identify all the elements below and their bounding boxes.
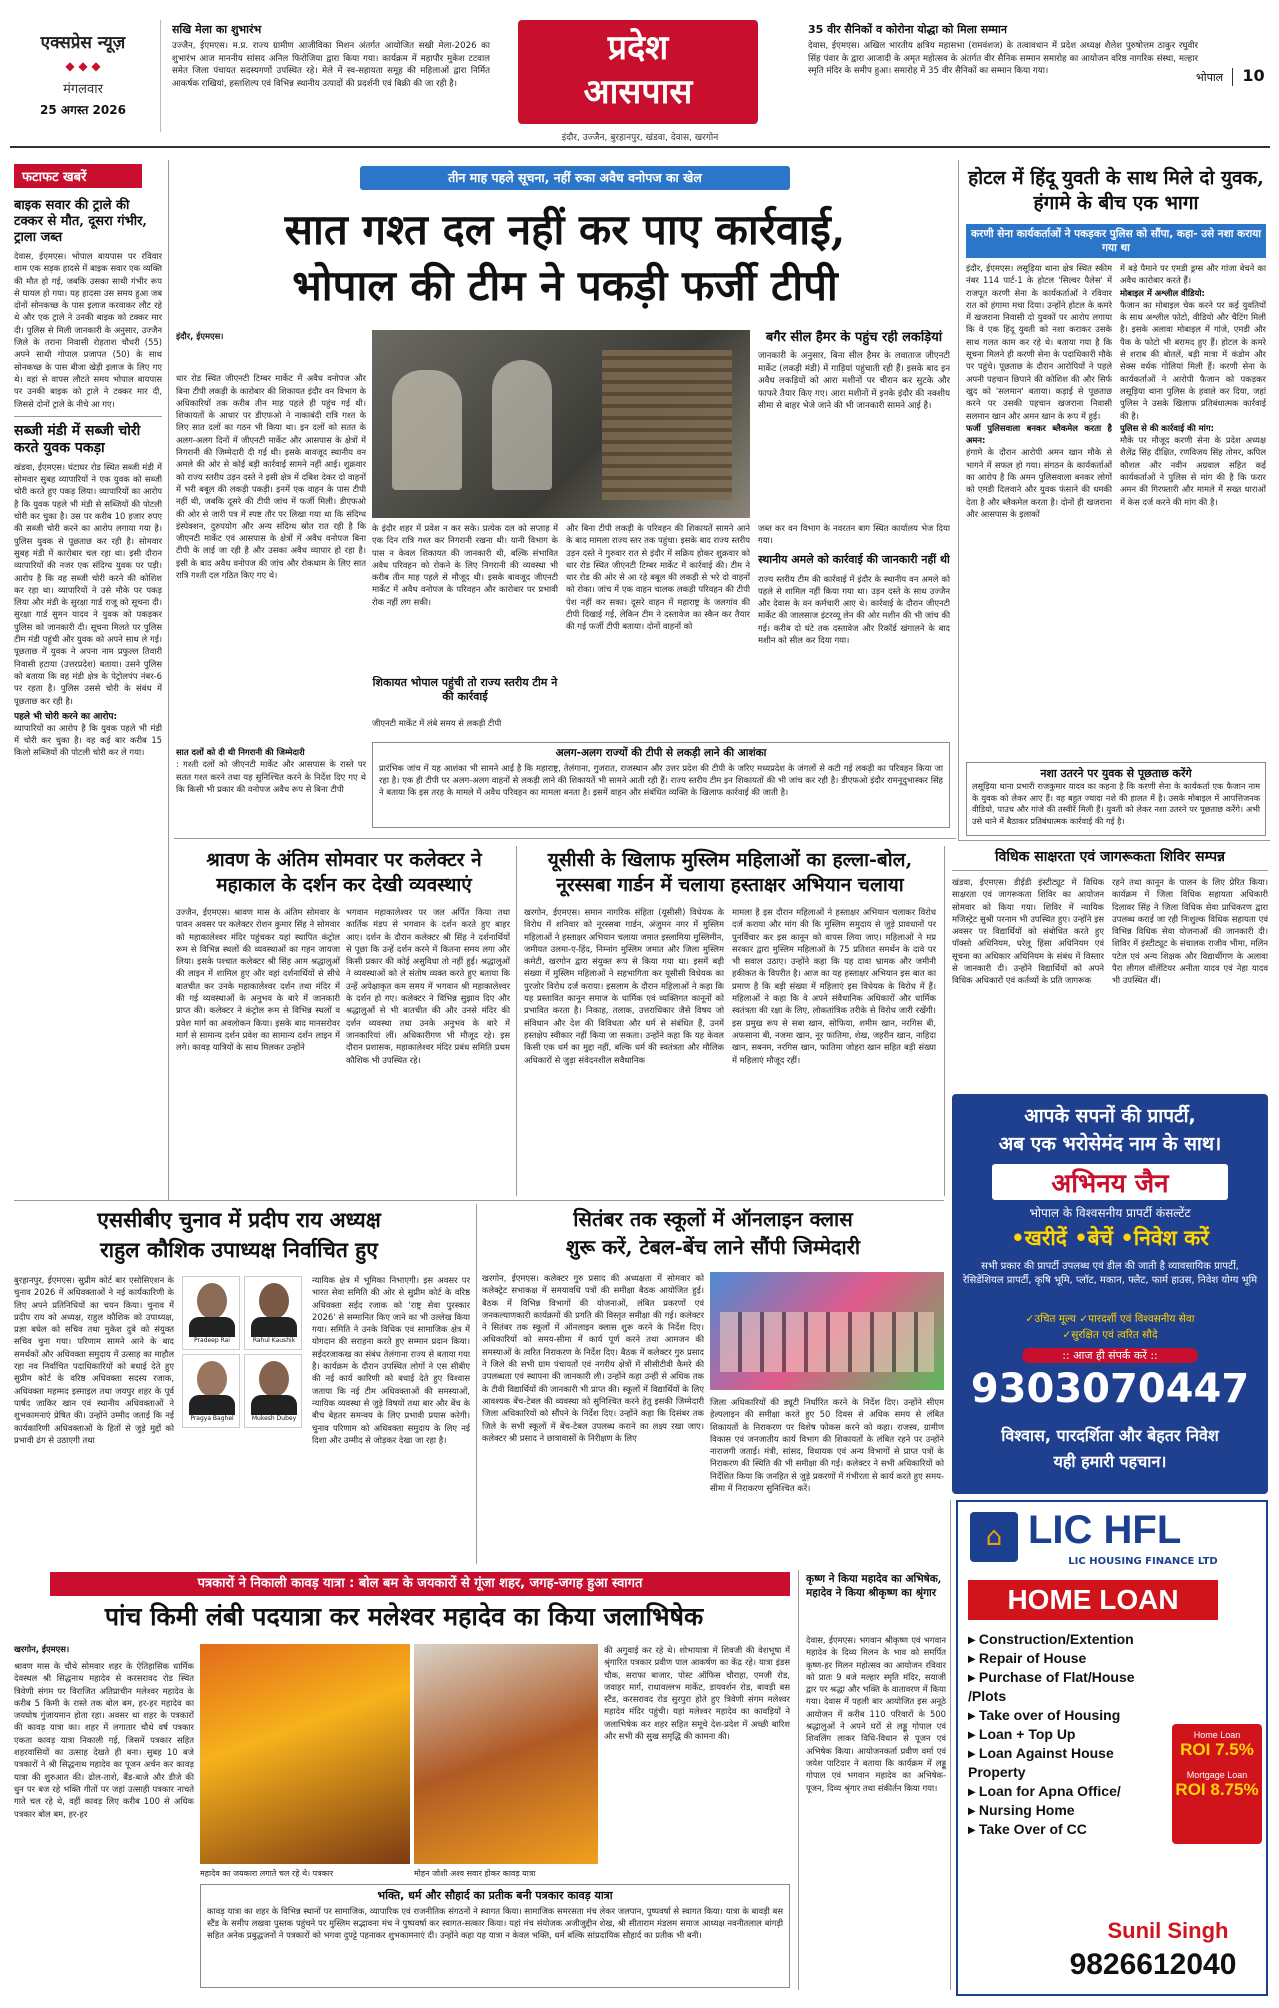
- fatafat-column: [14, 164, 162, 1196]
- school-col-1: खरगोन, ईएमएस। कलेक्टर गुरु प्रसाद की अध्यक्षता में सोमवार को कलेक्ट्रेट सभाकक्ष में समयावधि पत्रों की समीक्षा बैठक आयोजित हुई। बैठक में विभिन्न विभागों की योजनाओं, लंबित प्रकरणों एवं जनकल्याणकारी कार्यक्रमों की प्रगति की विस्तृत समीक्षा की गई। कलेक्टर ने सितंबर तक स्कूलों में ऑनलाइन क्लास शुरू करने के निर्देश दिए। अधिकारियों को समय-सीमा में कार्य पूर्ण करने तथा आमजन की समस्याओं के त्वरित निराकरण के निर्देश दिए। बैठक में कलेक्टर गुरु प्रसाद ने जिले की सभी ग्राम पंचायतों एवं नगरीय क्षेत्रों में सीसीटीवी कैमरे की उपलब्धता एवं स्थापना की जानकारी ली। उन्होंने कहा उन्हीं से अधिक तक के टीवी विद्यार्थियों की जानकारी भी प्राप्त की। स्कूलों में विद्यार्थियों के लिए आवश्यक बेंच-टेबल की व्यवस्था को सुनिश्चित करने हेतु इसकी जिम्मेदारी जिला अधिकारियों को सौंपने के निर्देश दिए। उन्होंने कहा कि दिसंबर तक जिले के सभी स्कूलों में बेंच-टेबल उपलब्ध कराने का लक्ष्य रखा जाए। कलेक्टर श्री प्रसाद ने छात्रावासों के निरीक्षण के लिए: [482, 1273, 704, 1443]
- ad-footer2: यही हमारी पहचान।: [1053, 1452, 1167, 1471]
- shravan-col-2: भगवान महाकालेश्वर पर जल अर्पित किया तथा कार्तिक मंडप से भगवान के दर्शन करते हुए बाहर आए। दर्शन के दौरान कलेक्टर श्री सिंह ने दर्शनार्थियों से पूछा कि उन्हें दर्शन करने में कितना समय लगा और किसी प्रकार की कोई असुविधा तो नहीं हुई। श्रद्धालुओं ने व्यवस्थाओं को ले संतोष व्यक्त करते हुए बताया कि उन्हें अपेक्षाकृत कम समय में भगवान श्री महाकालेश्वर के दर्शन हो गए। कलेक्टर ने विभिन्न सुझाव दिए और श्रद्धालुओं से भी बातचीत की और उनसे मंदिर की दर्शन व्यवस्था तथा उनके अनुभव के बारे में जानकारियां लीं। अधिकारीगण भी मौजूद रहे। इस दौरान प्रशासक, महाकालेश्वर मंदिर प्रबंध समिति प्रथम कौशिक भी उपस्थित रहे।: [346, 907, 510, 1065]
- hotel-col-2: में बड़े पैमाने पर एमडी ड्रग्स और गांजा बेचने का अवैध कारोबार करते हैं। मोबाइल में अश्लील वीडियो: फैजान का मोबाइल चेक करने पर कई युवतियों के साथ अश्लील फोटो, वीडियो और चैटिंग मिली है। इसके अलावा मोबाइल में गांजे, एमडी और पैक के फोटो भी बरामद हुए हैं। होटल के कमरे से शराब की बोतलें, बड़ी मात्रा में कंडोम और सेक्स वर्धक गोलियां मिली हैं। करणी सेना के कार्यकर्ताओं ने आरोपी फैजान को पकड़कर लसूड़िया थाना पुलिस के हवाले कर दिया, जहां पुलिस ने उसके खिलाफ प्रतिबंधात्मक कार्रवाई की है। पुलिस से की कार्रवाई की मांग: मौके पर मौजूद करणी सेना के प्रदेश अध्यक्ष शैलेंद्र सिंह दीक्षित, रणविजय सिंह तोमर, कपिल कौशल और नवीन अग्रवाल सहित कई कार्यकर्ताओं ने पुलिस से मांग की है कि फरार अमन की गिरफ्तारी और मामले में सख्त धाराओं में केस दर्ज करने की मांग की है।: [1120, 263, 1266, 507]
- vidhik-col-1: खंडवा, ईएमएस। डीईडी इंस्टीट्यूट में विधिक साक्षरता एवं जागरूकता शिविर का आयोजन सोमवार को किया गया। शिविर में न्यायिक मजिस्ट्रेट सुश्री परनाम भी उपस्थित हुए। उन्होंने इस अवसर पर विद्यार्थियों को संबोधित करते हुए पॉक्सो अधिनियम, घरेलू हिंसा अधिनियम एवं सूचना का अधिकार अधिनियम के संबंध में विस्तार से जानकारी दी। उन्होंने विद्यार्थियों को अपने विधिक अधिकारों एवं कर्तव्यों के प्रति जागरूक: [952, 877, 1104, 986]
- story2-subhead: पहले भी चोरी करने का आरोप:: [14, 711, 118, 722]
- home-roi: ROI 7.5%: [1180, 1740, 1254, 1759]
- krishna-col: देवास, ईएमएस। भगवान श्रीकृष्ण एवं भगवान महादेव के दिव्य मिलन के भाव को समर्पित कृष्ण-हर मिलन महोत्सव का आयोजन रविवार को प्रातः 9 बजे मल्हार स्मृति मंदिर, सयाजी द्वार पर श्रद्धा और भक्ति के वातावरण में किया गया। देवास में पहली बार आयोजित इस अनूठे आयोजन में करीब 110 परिवारों के 500 श्रद्धालुओं ने अपने घरों से लड्डू गोपाल एवं शिवलिंग लाकर विधि-विधान से पूजन एवं अभिषेक किया। आयोजनकर्ता प्रवीण वर्मा एवं जयेश पाटिदार ने बताया कि कार्यक्रम में लड्डू गोपाल एवं भगवान महादेव का अभिषेक-पूजन, दिव्य श्रृंगार तथा संकीर्तन किया गया।: [806, 1635, 946, 1793]
- ad-phone: 9303070447: [970, 1366, 1250, 1412]
- kawad-col-1: श्रावण मास के चौथे सोमवार शहर के ऐतिहासिक धार्मिक देवस्थल श्री सिद्धनाथ महादेव से करसरावद रोड स्थित त्रिवेणी संगम पर विराजित अतिप्राचीन मलेश्वर महादेव के करीब 5 किमी के रास्ते तक बोल बम, हर-हर महादेव का जयघोष गुंजायमान होता रहा। अवसर था शहर के पत्रकारों की कावड़ यात्रा का। शहर में लगातार चौथे वर्ष पत्रकार एकता कावड़ यात्रा निकाली गई, जिसमें पत्रकार सहित शहरवासियों का उत्साह देखते ही बना। सुबह 10 बजे पत्रकारों ने श्री सिद्धनाथ महादेव का पूजन अर्चन कर कावड़ यात्रा की शुरुआत की। ढोल-ताशे, बैंड-बाजे और डीजे की धुन पर बज रहे भक्ति गीतों पर जहां उत्साही पत्रकार नाचते गाते चल रहे थे, वहीं कावड़ लिए करीब 100 से अधिक पत्रकार बोल बम, हर-हर: [14, 1661, 194, 1819]
- ad-contact-label: :: आज ही संपर्क करें ::: [1022, 1348, 1198, 1363]
- scba-col-1: बुरहानपुर, ईएमएस। सुप्रीम कोर्ट बार एसोसिएशन के चुनाव 2026 में अधिवक्ताओं ने नई कार्यकारिणी के लिए अपने प्रतिनिधियों का चयन किया। चुनाव में प्रदीप राय को अध्यक्ष, राहुल कौशिक को उपाध्यक्ष, प्रज्ञा बघेल को सचिव तथा मुकेश दुबे को संयुक्त सचिव चुना गया। परिणाम सामने आने के बाद समर्थकों और अधिवक्ता समुदाय में उत्साह का माहौल रहा नव निर्वाचित पदाधिकारियों को बधाई देते हुए सुप्रीम कोर्ट के वरिष्ठ अधिवक्ता सदस्य रजाक, अधिवक्ता महम्मद इस्माइल तथा जयपुर शहर के पूर्व पार्षद जाकिर खान एवं स्थानीय अधिवक्ताओं ने शुभकामनाएं प्रेषित की। उन्होंने उम्मीद जताई कि नई कार्यकारिणी अधिवक्ताओं के हितों से जुड़े मुद्दों को प्रभावी ढंग से उठाएगी तथा: [14, 1275, 174, 1445]
- story2-text: खंडवा, ईएमएस। घंटाघर रोड स्थित सब्जी मंडी में सोमवार सुबह व्यापारियों ने एक युवक को सब्जी चोरी करते हुए पकड़ लिया। व्यापारियों का आरोप है कि युवक पहले भी मंडी से सब्जियों की पोटली चोरी कर चुका है। उस पर करीब 10 हजार रुपए की सब्जी चोरी करने का आरोप लगाया गया है। पुलिस युवक से पूछताछ कर रही है। सोमवार सुबह मंडी में कारोबार चल रहा था। इसी दौरान व्यापारियों की नजर एक संदिग्ध युवक पर पड़ी। आरोप है कि वह सब्जी चोरी करने की कोशिश कर रहा था। व्यापारियों ने उसे मौके पर पकड़ लिया और मंडी के सुरक्षा गार्ड राजू को सूचना दी। सुरक्षा गार्ड सुमन यादव ने युवक को पकड़कर पुलिस को जानकारी दी। सूचना मिलते पर पुलिस टीम मंडी पहुंची और युवक को अपने साथ ले गई। पूछताछ में युवक ने अपना नाम प्रफुल्ल तिवारी निवासी हटाया (उत्तरप्रदेश) बताया। उसने पुलिस को बताया कि वह मंडी क्षेत्र के पेट्रोलपंप नंबर-6 पर रहता है। पुलिस उससे चोरी के संबंध में पूछताछ कर रही है।: [14, 461, 162, 706]
- brand-box: [18, 22, 148, 132]
- city-label: भोपाल: [1196, 71, 1224, 84]
- lic-item: ▸ Repair of House: [968, 1650, 1087, 1666]
- hotel-box-text: लसूड़िया थाना प्रभारी राजकुमार यादव का कहना है कि करणी सेना के कार्यकर्ता एक फैजान नाम के युवक को लेकर आए हैं। वह बहुत ज्यादा नशे की हालत में है। उसके मोबाइल में आपत्तिजनक वीडियो, पाउच और गांजे की तस्वीरें मिली हैं। युवती को लेकर नशा उतरने पर पूछताछ करेंगे। अभी उसे थाने में बैठाकर प्रतिबंधात्मक कार्रवाई की गई है।: [972, 781, 1260, 826]
- lead-headline-2: भोपाल की टीम ने पकड़ी फर्जी टीपी: [292, 261, 838, 310]
- lic-item: ▸ Loan for Apna Office/: [968, 1783, 1121, 1799]
- lead-photo-caption: शिकायत भोपाल पहुंची तो राज्य स्तरीय टीम ने की कार्रवाई: [372, 676, 558, 703]
- kawad-caption-2: मोहन जोशी अश्व सवार होकर कावड़ यात्रा: [414, 1869, 536, 1878]
- col4-subhead: स्थानीय अमले को कार्रवाई की जानकारी नहीं थी: [758, 552, 950, 566]
- lead-headline-1: सात गश्त दल नहीं कर पाए कार्रवाई,: [284, 205, 846, 254]
- lead-caption-2: जीएनटी मार्केट में लंबे समय से लकड़ी टीपी: [372, 718, 502, 728]
- bottom-box-text: प्रारंभिक जांच में यह आशंका भी सामने आई है कि महाराष्ट्र, तेलंगाना, गुजरात, राजस्थान और उत्तर प्रदेश की टीपी के जरिए मध्यप्रदेश के जंगलों से कटी गई लकड़ी का परिवहन किया जा रहा है। एक ही टीपी पर अलग-अलग वाहनों से लकड़ी लाने की शिकायतें भी सामने आती रही हैं। राज्य स्तरीय टीम इन शिकायतों की भी जांच कर रही है। डीएफओ इंदौर रामनूदुभास्कर सिंह ने बताया कि इस तरह के मामले में अवैध परिवहन का मामला बनता है। इसमें वाहन और संबंधित व्यक्ति के खिलाफ कार्रवाई की जाती है।: [379, 763, 943, 797]
- ad-line2: अब एक भरोसेमंद नाम के साथ।: [998, 1133, 1222, 1155]
- lic-items: [968, 1630, 1168, 1839]
- lic-banner: HOME LOAN: [968, 1580, 1218, 1620]
- shravan-col-1: उज्जैन, ईएमएस। श्रावण मास के अंतिम सोमवार के पावन अवसर पर कलेक्टर रोशन कुमार सिंह ने सोमवार को महाकालेश्वर मंदिर पहुंचकर यहां स्थापित कंट्रोल रूम से विभिन्न स्थलों की व्यवस्थाओं का गहन जायजा लिया। इसके पश्चात कलेक्टर श्री सिंह आम श्रद्धालुओं की लाइन में शामिल हुए और वहां दर्शनार्थियों से सीधे बातचीत कर उनके महाकालेश्वर दर्शन तथा मंदिर में की गई व्यवस्थाओं के अनुभव के बारे में जानकारी प्राप्त की। कलेक्टर ने कंट्रोल रूम से विभिन्न स्थलों व प्रवेश मार्ग का अवलोकन किया। इसके बाद मानसरोवर मार्ग से सामान्य दर्शन प्रवेश का सामान्य दर्शन लाइन में लगे। कावड़ यात्रियों के साथ मिलकर उन्होंने: [176, 907, 340, 1053]
- portrait-2-name: Rahul Kaushik: [252, 1337, 296, 1344]
- ucc-col-2: मामला है इस दौरान महिलाओं ने हस्ताक्षर अभियान चलाकर विरोध दर्ज कराया और मांग की कि मुस्लिम समुदाय से जुड़े प्रावधानों पर पुनर्विचार कर इस कानून को वापस लिया जाए। महिलाओं ने मप्र सरकार द्वारा मुस्लिम महिलाओं के 75 प्रतिशत समर्थन के दावे पर भी सवाल उठाए। उन्होंने कहा कि यह दावा भ्रामक और जमीनी हकीकत के विपरीत है। आज का यह हस्ताक्षर अभियान इस बात का प्रमाण है कि बड़ी संख्या में महिलाएं इस विधेयक के विरोध में हैं। महिलाओं ने कहा कि वे अपने संवैधानिक अधिकारों और धार्मिक स्वतंत्रता की रक्षा के लिए, लोकतांत्रिक तरीके से विरोध जारी रखेंगी। इस प्रमुख रूप से सबा खान, सोफिया, शमीम खान, नरगिस बी, अफसाना बी, नजमा खान, नूर फातिमा, शेख, जहरीन खान, नाहिदा खान, सबनम, नरगिस खान, फातिमा जोहरा खान सहित बड़ी संख्या में महिलाएं मौजूद रहीं।: [732, 907, 936, 1065]
- lead-kicker: तीन माह पहले सूचना, नहीं रुका अवैध वनोपज का खेल: [360, 166, 790, 190]
- vidhik-headline: विधिक साक्षरता एवं जागरूकता शिविर सम्पन्न: [952, 848, 1268, 871]
- kawad-col-2: की अगुवाई कर रहे थे। शोभायात्रा में शिवजी की वेशभूषा में श्रृंगारित पत्रकार प्रवीण पाल आकर्षण का केंद्र रहे। यात्रा इंडस चौक, सराफा बाजार, पोस्ट ऑफिस चौराहा, एमजी रोड, जवाहर मार्ग, राधावल्लभ मार्केट, डायवर्शन रोड, बावड़ी बस स्टैंड, करसरावद रोड सुरपुरा होते हुए त्रिवेणी संगम मलेश्वर महादेव मंदिर पहुंची। यहां मलेश्वर महादेव का कावड़ियों ने जलाभिषेक कर शहर सहित समूचे देश-प्रदेश में अच्छी बारिश और सभी की सुख समृद्धि की कामना की।: [604, 1645, 790, 1742]
- hotel-box-title: नशा उतरने पर युवक से पूछताछ करेंगे: [1040, 767, 1192, 780]
- ucc-col-1: खरगोन, ईएमएस। समान नागरिक संहिता (यूसीसी) विधेयक के विरोध में शनिवार को नूरस्सबा गार्डन, अंजुमन नगर में मुस्लिम महिलाओं ने हस्ताक्षर अभियान चलाया जमात इस्लामिया मुस्लिमीन, जमीयत उलमा-ए-हिंद, निम्नांग मुस्लिम जमात और जिला मुस्लिम कमेटी, खरगोन द्वारा संयुक्त रूप से किया गया था। इसमें बड़ी संख्या में मुस्लिम महिलाओं ने सहभागिता कर यूसीसी विधेयक का पुरजोर विरोध दर्ज कराया। इसलाम के दौरान महिलाओं ने कहा कि यह प्रस्तावित कानून समाज के धार्मिक एवं व्यक्तिगत कानूनों को प्रभावित करता है। निकाह, तलाक, उत्तराधिकार जैसे विषय जो संविधान और देश की विविधता और धर्म से संबंधित हैं, उनमें हस्तक्षेप स्वीकार नहीं किया जा सकता। उन्होंने कहा कि यह केवल किसी एक धर्म का मुद्दा नहीं, बल्कि धर्म की स्वतंत्रता और मौलिक अधिकारों से जुड़ा संवेदनशील सवैधानिक: [524, 907, 724, 1065]
- mortgage-roi: ROI 8.75%: [1175, 1780, 1259, 1799]
- shravan-headline: श्रावण के अंतिम सोमवार पर कलेक्टर ने महाकाल के दर्शन कर देखी व्यवस्थाएं: [206, 849, 482, 896]
- scba-portraits: [180, 1274, 306, 1434]
- kawad-photo-1: [200, 1644, 410, 1864]
- home-loan-label: Home Loan: [1193, 1730, 1241, 1740]
- fatafat-label: फटाफट खबरें: [14, 164, 142, 188]
- lic-contact-name: Sunil Singh: [1107, 1918, 1229, 1943]
- kawad-box-text: कावड़ यात्रा का शहर के विभिन्न स्थानों पर सामाजिक, व्यापारिक एवं राजनीतिक संगठनों ने स्वागत किया। सामाजिक समरसता मंच लेकर जलपान, पुष्पवर्षा से स्वागत किया। यात्रा के बावड़ी बस स्टैंड के समीप लखवा पुस्तक पहुंचने पर मुस्लिम सद्भावना मंच ने पुष्पवर्षा कर स्वागत-सत्कार किया। यहां मंच संयोजक अजीजुद्दीन शेख, श्री सीताराम मंडलम समाज आध्यक्ष नवनीतलाल बांगड़ी सहित अनेक प्रबुद्धजनों ने पत्रकारों को भगवा दुपट्टे पहनाकर शुभकामनाएं दी। उन्होंने कहा यह यात्रा न केवल भक्ति, धर्म बल्कि सांप्रदायिक सौहार्द का प्रतीक भी बनी।: [207, 1906, 783, 1940]
- lic-subtitle: LIC HOUSING FINANCE LTD: [1068, 1556, 1218, 1567]
- scba-headline-1: एससीबीए चुनाव में प्रदीप राय अध्यक्ष: [97, 1207, 381, 1232]
- brand-name: एक्सप्रेस न्यूज़: [40, 33, 126, 53]
- lic-ad: [956, 1500, 1268, 1996]
- ad-points1: ✓उचित मूल्य ✓पारदर्शी एवं विश्वसनीय सेवा: [1025, 1313, 1195, 1325]
- side-box-title: बगैर सील हैमर के पहुंच रही लकड़ियां: [765, 330, 943, 345]
- lead-bottom-box: [372, 742, 950, 828]
- hotel-col-1: इंदौर, ईएमएस। लसूड़िया थाना क्षेत्र स्थित स्कीम नंबर 114 पार्ट-1 के होटल 'सिल्वर पैलेस' में राजपूत करणी सेना के कार्यकर्ताओं ने रविवार रात को हंगामा मचा दिया। उन्होंने होटल के कमरे में खजराना निवासी दो युवकों पर आरोप लगाया कि वे एक हिंदू युवती को नशा कराकर उसके साथ गलत काम कर रहे थे। बताया गया है कि सूचना मिलने ही करणी सेना के पदाधिकारी मौके पर पहुंचे। पूछताछ के दौरान आरोपियों ने पहले अपनी पहचान छिपाने की कोशिश की और सिर्फ खुद को 'सलमान' बताया। कड़ाई से पूछताछ करने पर उसकी पहचान खजराना निवासी सलमान खान और अमन खान के रूप में हुई। फर्जी पुलिसवाला बनकर ब्लैकमेल करता है अमन: हंगामे के दौरान आरोपी अमन खान मौके से भागने में सफल हो गया। संगठन के कार्यकर्ताओं का आरोप है कि अमन पुलिसवाला बनकर लोगों को एमडी दिलवाने और युवक फंसाने की धमकी देता है और ब्लैकमेल करता है। दोनों ही खजराना और आसपास के इलाकों: [966, 263, 1112, 519]
- hotel-col1-subhead: फर्जी पुलिसवाला बनकर ब्लैकमेल करता है अमन:: [966, 422, 1112, 446]
- masthead: [0, 0, 1279, 150]
- story2-text2: व्यापारियों का आरोप है कि युवक पहले भी मंडी में चोरी कर चुका है। वह कई बार करीब 15 किलो सब्जियों की पोटली चोरी कर ले गया।: [14, 722, 162, 758]
- lic-item: ▸ Construction/Extention: [968, 1631, 1134, 1647]
- abhinay-ad: [952, 1094, 1268, 1494]
- scba-col-2: [180, 1438, 306, 1564]
- page-number-box: [1196, 66, 1266, 90]
- lic-item: ▸ Loan + Top Up: [968, 1726, 1076, 1742]
- section-title-1: प्रदेश: [607, 28, 669, 68]
- section-banner: [518, 20, 758, 124]
- col1-subhead: सात दलों को दी थी निगरानी की जिम्मेदारी: [176, 747, 305, 757]
- lic-item: ▸ Take Over of CC: [968, 1821, 1087, 1837]
- lic-brand: LIC HFL: [1028, 1508, 1182, 1552]
- ad-actions: •खरीदें •बेचें •निवेश करें: [1011, 1226, 1209, 1250]
- lic-item: ▸ Take over of Housing: [968, 1707, 1121, 1723]
- lic-contact-phone: 9826612040: [1069, 1948, 1237, 1981]
- lead-col-4: जब्त कर वन विभाग के नवरतन बाग स्थित कार्यालय भेज दिया गया। स्थानीय अमले को कार्रवाई की जानकारी नहीं थी राज्य स्तरीय टीम की कार्रवाई में इंदौर के स्थानीय वन अमले को पहले से शामिल नहीं किया गया था। उड़न दस्ते के साथ उज्जैन और देवास के वन कर्मचारी आए थे। कार्रवाई के दौरान जीएनटी मार्केट की जालसाज इंटरव्यू लेन की ओर मशीन की भी जांच की गई। करीब दो घंटे तक दस्तावेज और रिकॉर्ड खंगालने के बाद मशीन को सील कर दिया गया।: [758, 523, 950, 646]
- hotel-col2-subhead-2: पुलिस से की कार्रवाई की मांग:: [1120, 422, 1214, 433]
- kawad-headline: पांच किमी लंबी पदयात्रा कर मलेश्वर महादेव का किया जलाभिषेक: [104, 1602, 704, 1631]
- section-title-2: आसपास: [583, 72, 693, 112]
- lead-col-2: के इंदौर शहर में प्रवेश न कर सके। प्रत्येक दल को सप्ताह में एक दिन रात्रि गश्त कर निगरानी रखना थी। यानी विभाग के पास न केवल शिकायत की जानकारी थी, बल्कि संभावित अवैध परिवहन को रोकने के लिए निगरानी की व्यवस्था भी करीब तीन माह पहले से मौजूद थी। इसके बावजूद जीएनटी मार्केट में अवैध वनोपज के परिवहन और कारोबार पर प्रभावी रोक नहीं लग सकी।: [372, 523, 558, 607]
- lead-dateline: इंदौर, ईएमएस।: [176, 331, 224, 341]
- left-brief-text: उज्जैन, ईएमएस। म.प्र. राज्य ग्रामीण आजीविका मिशन अंतर्गत आयोजित सखी मेला-2026 का शुभारंभ आज माननीय सांसद अनिल फिरोजिया द्वारा किया गया। कार्यक्रम में महापौर मुकेश टटवाल समेत जिला पंचायत सदस्यगणों उपस्थित रहे। मेले में स्व-सहायता समूह की महिलाओं द्वारा निर्मित आकर्षक राखियां, हस्तशिल्प एवं विभिन्न स्थानीय उत्पादों की प्रदर्शनी एवं बिक्री की जा रही है।: [172, 41, 490, 89]
- kawad-dateline: खरगोन, ईएमएस।: [14, 1644, 70, 1654]
- ucc-headline: यूसीसी के खिलाफ मुस्लिम महिलाओं का हल्ला-बोल, नूरस्सबा गार्डन में चलाया हस्ताक्षर अभियान चलाया: [547, 849, 913, 896]
- ad-tagline: भोपाल के विश्वसनीय प्रापर्टी कंसल्टेंट: [1029, 1206, 1191, 1220]
- day-label: मंगलवार: [63, 82, 103, 97]
- lic-logo-icon: ⌂: [970, 1512, 1018, 1562]
- portrait-1: [182, 1276, 240, 1350]
- lead-side-box: [758, 330, 950, 480]
- kawad-caption-1: महादेव का जयकारा लगाते चल रहे थे। पत्रकार: [200, 1869, 334, 1878]
- right-brief: [808, 22, 1198, 132]
- kawad-photo-2: [414, 1644, 598, 1864]
- brand-ornament-icon: ◆ ◆ ◆: [65, 59, 101, 73]
- cities-line: इंदौर, उज्जैन, बुरहानपुर, खंडवा, देवास, खरगोन: [561, 133, 719, 143]
- kawad-box: [200, 1884, 790, 1988]
- right-brief-title: 35 वीर सैनिकों व कोरोना योद्धा को मिला सम्मान: [808, 23, 1007, 36]
- lead-col-1: इंदौर, ईएमएस। धार रोड स्थित जीएनटी टिम्बर मार्केट में अवैध वनोपज और बिना टीपी लकड़ी के कारोबार की शिकायत इंदौर वन विभाग के अधिकारियों तक करीब तीन माह पहले ही पहुंच गई थी। शिकायतों के आधार पर डीएफओ ने नाकाबंदी रात्रि गश्त के लिए सात दलों का गठन भी किया था। इन दलों को सतत के अलग-अलग दिनों में जीएनटी मार्केट और आसपास के क्षेत्रों में निगरानी की जिम्मेदारी दी गई थी। इसके बावजूद स्थानीय वन अमले की ओर से कोई बड़ी कार्रवाई सामने नहीं आई। शुक्रवार को राज्य स्तरीय उड़न दस्ते ने इसी क्षेत्र में दबिश देकर दो वाहनों में भरी बबूल की लकड़ी पकड़ी। इनमें एक वाहन के पास टीपी नहीं थी, जबकि दूसरे की टीपी जांच में फर्जी मिली। डीएफओ की ओर से जारी पत्र में स्पष्ट तौर पर लिखा गया था कि संदिग्ध इंस्पेक्शन, दुरुपयोग और अन्य संदिग्ध स्रोत रात रही है कि जीएनटी मार्केट एवं आसपास के क्षेत्रों में अवैध वनोपज बिना टीपी के लाई जा रही है और उसका अवैध व्यापार हो रहा है। इसी के बाद अवैध वनोपज की जांच और रोकथाम के लिए सात रात्रि गश्ती दल गठित किए गए थे।: [176, 331, 366, 581]
- school-headline-2: शुरू करें, टेबल-बेंच लाने सौंपी जिम्मेदारी: [565, 1235, 861, 1259]
- hotel-kicker: करणी सेना कार्यकर्ताओं ने पकड़कर पुलिस को सौंपा, कहा- उसे नशा कराया गया था: [966, 224, 1266, 258]
- kawad-kicker: पत्रकारों ने निकाली कावड़ यात्रा : बोल बम के जयकारों से गूंजा शहर, जगह-जगह हुआ स्वागत: [50, 1572, 790, 1596]
- ad-points2: ✓सुरक्षित एवं त्वरित सौदे: [1062, 1329, 1158, 1341]
- left-brief: [172, 22, 490, 132]
- lic-item: ▸ Loan Against House Property: [968, 1745, 1114, 1780]
- left-brief-title: सखि मेला का शुभारंभ: [172, 23, 262, 36]
- school-photo: [710, 1272, 944, 1390]
- right-brief-text: देवास, ईएमएस। अखिल भारतीय क्षत्रिय महासभा (रामवंशज) के तत्वावधान में प्रदेश अध्यक्ष शैलेश पुरुषोत्तम ठाकुर रघुवीर सिंह पंवार के द्वारा आजादी के अमृत महोत्सव के अंतर्गत वीर सैनिक सम्मान समारोह का आयोजन वरिष्ठ नागरिक संस्था, मल्हार स्मृति मंदिर के समीप हुआ। समारोह में 35 वीर सैनिकों का सम्मान किया गया।: [808, 41, 1198, 76]
- bottom-box-title: अलग-अलग राज्यों की टीपी से लकड़ी लाने की आशंका: [555, 747, 767, 759]
- story1-text: देवास, ईएमएस। भोपाल बायपास पर रविवार शाम एक सड़क हादसे में बाइक सवार एक व्यक्ति की मौत हो गई, जबकि उसका साथी गंभीर रूप से घायल हो गया। यह हादसा उस समय हुआ जब दोनों सोनकच्छ के पास इलाज करवाकर लौट रहे थे और एक ट्राले ने उनकी बाइक को टक्कर मार दी। पुलिस से मिली जानकारी के अनुसार, उज्जैन जिले के तराना निवासी रोहताश चौधरी (55) अपने साथी गोपाल प्रजापत (50) के साथ सोनकच्छ के पास बीजा खेड़ी इलाज के लिए गए थे। वहां से वापस लौटते समय भोपाल बायपास पर उनकी बाइक को ट्राले ने टक्कर मार दी, जिससे दोनों ट्राले के नीचे आ गए।: [14, 251, 162, 409]
- portrait-4: [244, 1354, 302, 1428]
- school-col-2: जिला अधिकारियों की ड्यूटी निर्धारित करने के निर्देश दिए। उन्होंने सीएम हेल्पलाइन की समीक्षा करते हुए 50 दिवस से अधिक समय से लंबित शिकायतों के निराकरण पर विशेष फोकस करने को कहा। राजस्व, ग्रामीण विकास एवं जनजातीय कार्य विभाग की शिकायतों के लंबित रहने पर उन्होंने नाराजगी जताई। मंत्री, सांसद, विधायक एवं अन्य विभागों से प्राप्त पत्रों के निराकरण की स्थिति की भी समीक्षा की गई। कलेक्टर ने सभी अधिकारियों को निर्देशित किया कि जनहित से जुड़े प्रकरणों में गंभीरता से कार्य करते हुए समय-सीमा में निराकरण सुनिश्चित करें।: [710, 1397, 944, 1494]
- portrait-2: [244, 1276, 302, 1350]
- ad-footer1: विश्वास, पारदर्शिता और बेहतर निवेश: [1001, 1426, 1219, 1445]
- scba-col-3: न्यायिक क्षेत्र में भूमिका निभाएगी। इस अवसर पर भारत सेवा समिति की ओर से सुप्रीम कोर्ट के वरिष्ठ अधिवक्ता सईद रजाक को 'राष्ट्र सेवा पुरस्कार 2026' से सम्मानित किए जाने का भी उल्लेख किया गया। समिति ने उनके विधिक एवं सामाजिक क्षेत्र में योगदान की सराहना करते हुए सम्मान प्रदान किया। सईदरजाकख का संबंध तेलंगाना राज्य से बताया गया है। कार्यक्रम के दौरान उपस्थित लोगों ने एस सीबीए की नई कार्य कारिणी को बधाई देते हुए विश्वास जताया कि नई टीम अधिवक्ताओं की समस्याओं, न्यायिक व्यवस्था से जुड़े विषयों तथा बार और बेंच के बीच बेहतर समन्वय के लिए प्रभावी प्रयास करेगी। चुनाव परिणाम को अधिवक्ता समुदाय के लिए नई दिशा और उम्मीद से जोड़कर देखा जा रहा है।: [312, 1275, 470, 1445]
- story1-title: बाइक सवार की ट्राले की टक्कर से मौत, दूसरा गंभीर, ट्राला जब्त: [14, 198, 147, 245]
- lead-col-3: और बिना टीपी लकड़ी के परिवहन की शिकायतें सामने आने के बाद मामला राज्य स्तर तक पहुंचा। इसके बाद राज्य स्तरीय उड़न दस्ते ने गुरुवार रात से इंदौर में सक्रिय होकर शुक्रवार को धार रोड स्थित जीएनटी टिम्बर मार्केट में कार्रवाई की। टीम ने धार रोड की ओर से आ रहे बबूल की लकड़ी से भरे दो वाहनों को रोका। जांच में एक वाहन चालक लकड़ी परिवहन की टीपी पेश नहीं कर सका। दूसरे वाहन में महाराष्ट्र के जलगांव की टीपी दिखाई गई, लेकिन टीम ने दस्तावेज का स्कैन कर तैयार की गई फर्जी टीपी बताया। दोनों वाहनों को: [566, 523, 750, 632]
- story2-title: सब्जी मंडी में सब्जी चोरी करते युवक पकड़ा: [14, 422, 141, 456]
- hotel-col2-subhead: मोबाइल में अश्लील वीडियो:: [1120, 287, 1205, 298]
- hotel-box: [966, 762, 1266, 836]
- side-box-text: जानकारी के अनुसार, बिना सील हैमर के लवाताज जीएनटी मार्केट (लकड़ी मंडी) में गाड़ियां पहुंचाती रही हैं। इसके बाद इन अवैध लकड़ियों को आरा मशीनों पर चीरान कर सुटके और फाफरे तैयार किए गए। आरा मशीनों में इनके इंदौर की नक्शीय सीमा से बाहर भेजे जाने की भी जानकारी सामने आई है।: [758, 351, 950, 411]
- vidhik-col-2: रहने तथा कानून के पालन के लिए प्रेरित किया। कार्यक्रम में जिला विधिक सहायता अधिकारी दिलावर सिंह ने जिला विधिक सेवा प्राधिकरण द्वारा उपलब्ध कराई जा रही निःशुल्क विधिक सहायता एवं विभिन्न विधिक सेवा योजनाओं की जानकारी दी। शिविर में इंस्टीट्यूट के संचालक राजीव भीमा, मलिन पटेल एवं अन्य शिक्षक और विद्यार्थीगण के अलावा पैरा लीगल वॉलेंटियर अनीता यादव एवं नेहा यादव भी उपस्थित थीं।: [1112, 877, 1268, 986]
- scba-headline-2: राहुल कौशिक उपाध्यक्ष निर्वाचित हुए: [100, 1237, 378, 1262]
- ad-name: अभिनय जैन: [992, 1164, 1228, 1200]
- lic-item: ▸ Nursing Home: [968, 1802, 1075, 1818]
- portrait-4-name: Mukesh Dubey: [251, 1415, 297, 1422]
- lic-rates: [1172, 1724, 1262, 1844]
- ad-line1: आपके सपनों की प्रापर्टी,: [1024, 1105, 1196, 1127]
- lead-col-1b: सात दलों को दी थी निगरानी की जिम्मेदारी : गश्ती दलों को जीएनटी मार्केट और आसपास के रास्ते पर सतत गश्त करने तथा यह सुनिश्चित करने के निर्देश दिए गए थे कि किसी भी प्रकार की वनोपज अवैध रूप से बिना टीपी: [176, 747, 366, 794]
- date-label: 25 अगस्त 2026: [40, 103, 126, 117]
- krishna-headline: कृष्ण ने किया महादेव का अभिषेक, महादेव ने किया श्रीकृष्ण का श्रृंगार: [806, 1573, 942, 1599]
- mortgage-label: Mortgage Loan: [1186, 1770, 1248, 1780]
- portrait-1-name: Pradeep Rai: [194, 1337, 230, 1344]
- lic-item: ▸ Purchase of Flat/House /Plots: [968, 1669, 1135, 1704]
- lead-photo: [372, 330, 750, 518]
- portrait-3: [182, 1354, 240, 1428]
- hotel-headline: होटल में हिंदू युवती के साथ मिले दो युवक, हंगामे के बीच एक भागा: [968, 167, 1264, 214]
- portrait-3-name: Pragya Baghel: [190, 1415, 234, 1422]
- kawad-box-title: भक्ति, धर्म और सौहार्द का प्रतीक बनी पत्रकार कावड़ यात्रा: [377, 1889, 613, 1902]
- lead-caption-box: [372, 676, 558, 716]
- ad-desc: सभी प्रकार की प्रापर्टी उपलब्ध एवं डील की जाती है व्यावसायिक प्रापर्टी, रेसिडेंशियल प्रापर्टी, कृषि भूमि, प्लॉट, मकान, फ्लैट, फार्म हाउस, निवेश योग्य भूमि: [962, 1261, 1258, 1286]
- school-headline-1: सितंबर तक स्कूलों में ऑनलाइन क्लास: [573, 1207, 853, 1231]
- page-number: 10: [1242, 66, 1265, 85]
